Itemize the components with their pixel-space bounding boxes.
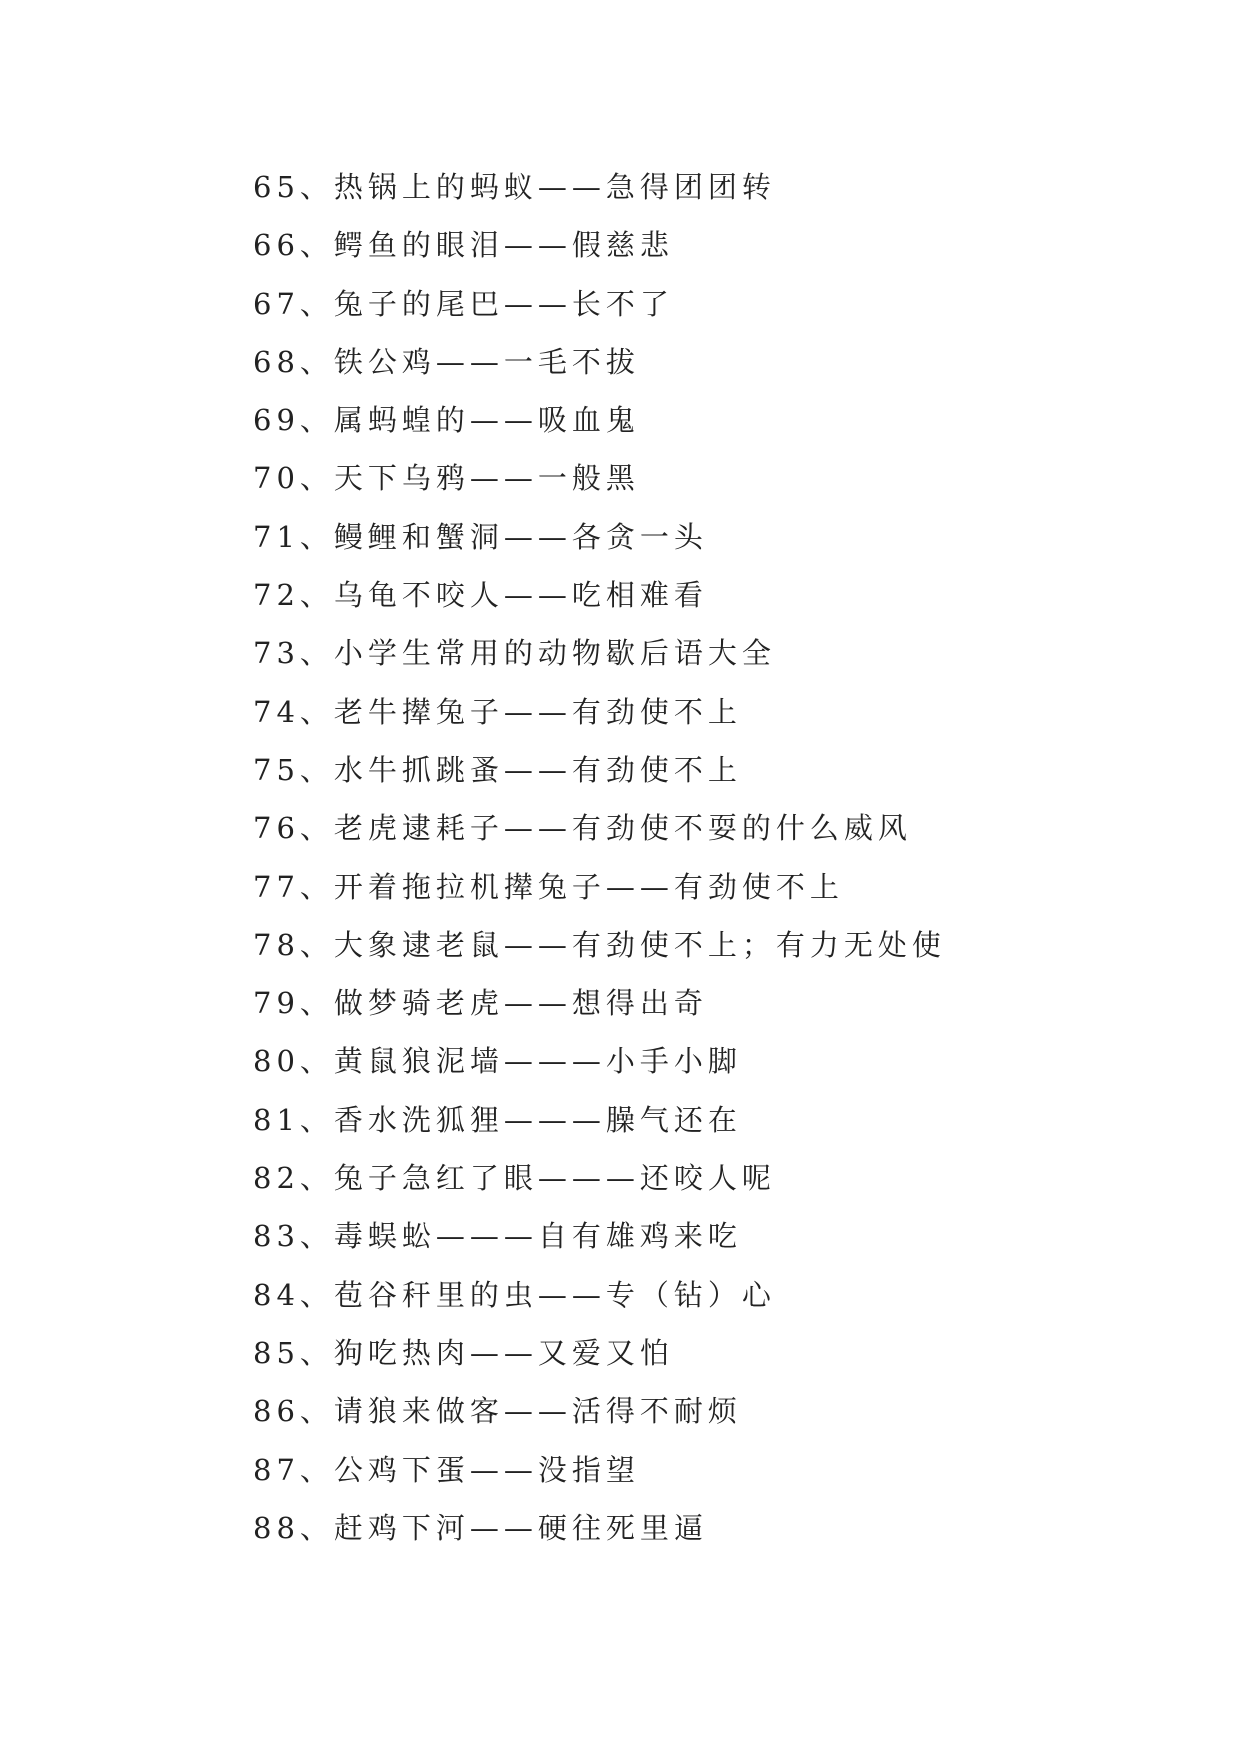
proverb-line: 77、开着拖拉机撵兔子——有劲使不上 bbox=[253, 869, 844, 904]
proverb-line: 68、铁公鸡——一毛不拔 bbox=[253, 344, 640, 379]
proverb-line: 87、公鸡下蛋——没指望 bbox=[253, 1452, 640, 1487]
proverb-line: 66、鳄鱼的眼泪——假慈悲 bbox=[253, 228, 674, 263]
proverb-line: 88、赶鸡下河——硬往死里逼 bbox=[253, 1510, 708, 1545]
proverb-line: 73、小学生常用的动物歇后语大全 bbox=[253, 636, 776, 671]
proverb-line: 82、兔子急红了眼———还咬人呢 bbox=[253, 1161, 776, 1196]
proverb-line: 67、兔子的尾巴——长不了 bbox=[253, 286, 674, 321]
proverb-line: 69、属蚂蝗的——吸血鬼 bbox=[253, 403, 640, 438]
proverb-line: 71、鳗鲤和蟹洞——各贪一头 bbox=[253, 519, 708, 554]
proverb-line: 70、天下乌鸦——一般黑 bbox=[253, 461, 640, 496]
proverb-line: 65、热锅上的蚂蚁——急得团团转 bbox=[253, 170, 776, 204]
proverb-line: 81、香水洗狐狸———臊气还在 bbox=[253, 1102, 742, 1137]
proverb-line: 80、黄鼠狼泥墙———小手小脚 bbox=[253, 1044, 742, 1079]
proverb-line: 79、做梦骑老虎——想得出奇 bbox=[253, 986, 708, 1021]
proverb-line: 78、大象逮老鼠——有劲使不上；有力无处使 bbox=[253, 927, 946, 962]
proverb-line: 75、水牛抓跳蚤——有劲使不上 bbox=[253, 752, 742, 787]
proverb-line: 76、老虎逮耗子——有劲使不耍的什么威风 bbox=[253, 811, 912, 846]
proverb-list bbox=[253, 158, 946, 1557]
proverb-line: 83、毒蜈蚣———自有雄鸡来吃 bbox=[253, 1219, 742, 1254]
proverb-line: 86、请狼来做客——活得不耐烦 bbox=[253, 1394, 742, 1429]
proverb-line: 85、狗吃热肉——又爱又怕 bbox=[253, 1335, 674, 1370]
proverb-line: 84、苞谷秆里的虫——专（钻）心 bbox=[253, 1277, 776, 1312]
proverb-line: 74、老牛撵兔子——有劲使不上 bbox=[253, 694, 742, 729]
proverb-line: 72、乌龟不咬人——吃相难看 bbox=[253, 578, 708, 613]
